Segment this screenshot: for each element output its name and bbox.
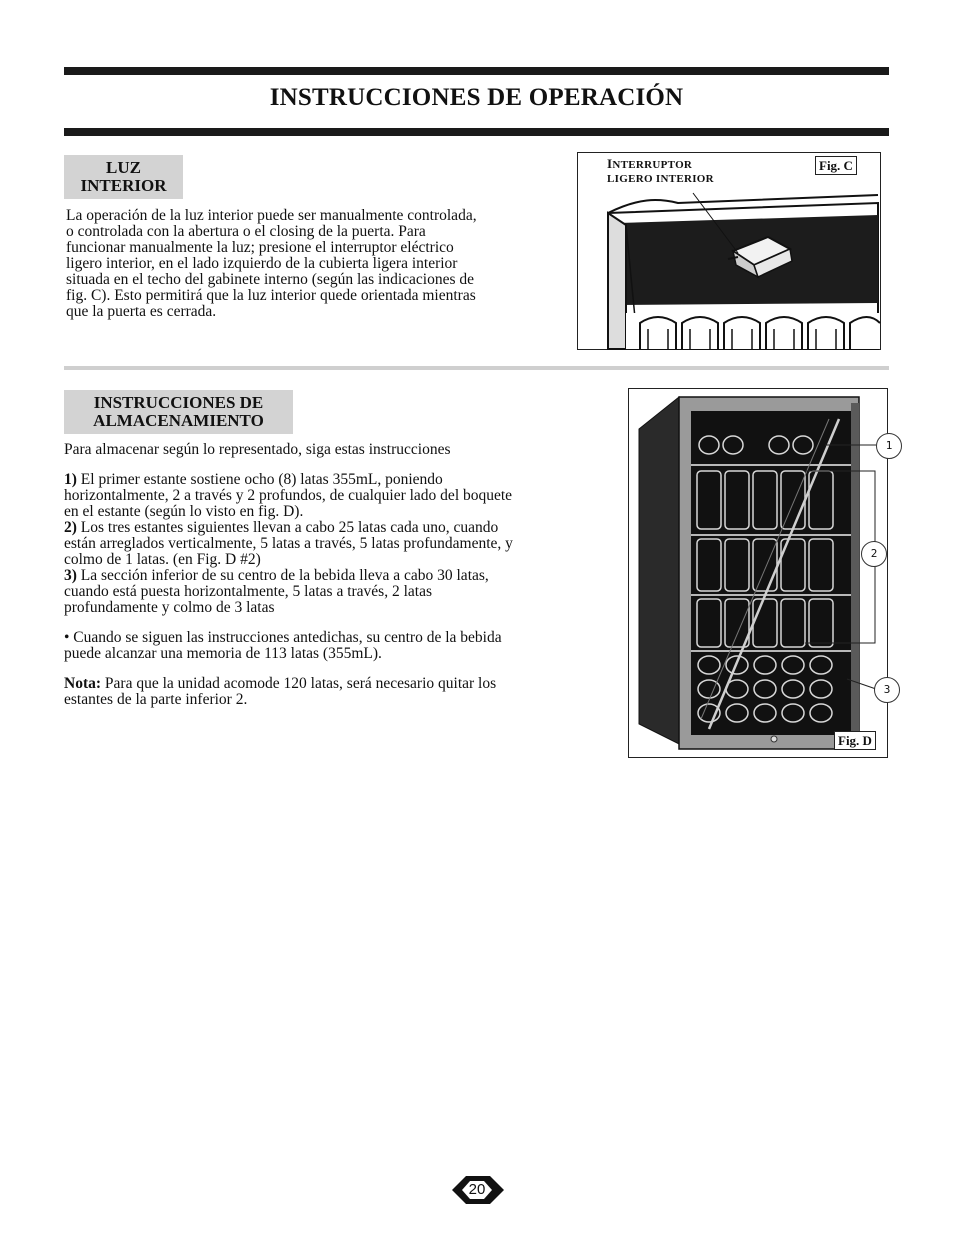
storage-item1-line: horizontalmente, 2 a través y 2 profundos, de cualquier lado del boquete [64,487,513,504]
light-paragraph [66,208,566,320]
storage-item1-line: 1) El primer estante sostiene ocho (8) latas 355mL, poniendo [64,471,443,488]
storage-item2-line: están arreglados verticalmente, 5 latas a través, 5 latas profundamente, y [64,535,513,552]
light-line: o controlada con la abertura o el closing de la puerta. Para [66,223,426,240]
storage-note-line: Nota: Para que la unidad acomode 120 latas, será necesario quitar los [64,675,497,692]
light-label-line1: LUZ [106,158,141,177]
page-number: 20 [468,1181,486,1198]
figure-c [577,152,881,350]
callout-initial: I [607,156,613,171]
storage-bullet-line: • Cuando se siguen las instrucciones antedichas, su centro de la bebida [64,629,502,646]
page-number-badge [450,1172,504,1208]
storage-item2-line: colmo de 1 latas. (en Fig. D #2) [64,551,261,568]
light-label-line2: INTERIOR [80,176,167,195]
figure-d-marker-1: 1 [876,433,902,459]
light-line: fig. C). Esto permitirá que la luz interior quede orientada mientras [66,287,476,304]
storage-section-label [64,390,293,434]
storage-item3-num: 3) [64,567,77,584]
light-line: La operación de la luz interior puede ser manualmente controlada, [66,207,477,224]
storage-paragraph [64,442,614,708]
figure-d [628,388,893,758]
storage-item2-line: 2) Los tres estantes siguientes llevan a cabo 25 latas cada uno, cuando [64,519,499,536]
storage-item3-line: profundamente y colmo de 3 latas [64,599,275,616]
figure-d-marker-2: 2 [861,541,887,567]
storage-item1-line: en el estante (según lo visto en fig. D). [64,503,304,520]
callout-line1: NTERRUPTOR [612,159,693,171]
light-section-label [64,155,183,199]
section-divider [64,366,889,370]
storage-item1-num: 1) [64,471,77,488]
figure-c-callout [607,157,714,186]
storage-bullet-line: puede alcanzar una memoria de 113 latas (355mL). [64,645,382,662]
storage-label-line1: INSTRUCCIONES DE [93,393,264,412]
storage-intro: Para almacenar según lo representado, siga estas instrucciones [64,441,451,458]
storage-note-label: Nota: [64,675,102,692]
storage-item2-num: 2) [64,519,77,536]
title-bottom-rule [64,128,889,136]
top-rule [64,67,889,75]
figure-d-marker-3: 3 [874,677,900,703]
light-line: ligero interior, en el lado izquierdo de la cubierta ligera interior [66,255,458,272]
storage-item3-line: 3) La sección inferior de su centro de la bebida lleva a cabo 30 latas, [64,567,489,584]
page-title: INSTRUCCIONES DE OPERACIÓN [269,84,684,111]
storage-item3-line: cuando está puesta horizontalmente, 5 latas a través, 2 latas [64,583,432,600]
light-line: funcionar manualmente la luz; presione el interruptor eléctrico [66,239,454,256]
light-line: que la puerta es cerrada. [66,303,217,320]
storage-label-line2: ALMACENAMIENTO [93,411,264,430]
storage-note-line: estantes de la parte inferior 2. [64,691,248,708]
callout-line2: LIGERO INTERIOR [607,173,714,185]
figure-d-tag: Fig. D [834,731,876,750]
light-line: situada en el techo del gabinete interno (según las indicaciones de [66,271,475,288]
figure-c-tag: Fig. C [815,156,857,175]
beverage-center-illustration [629,389,887,757]
